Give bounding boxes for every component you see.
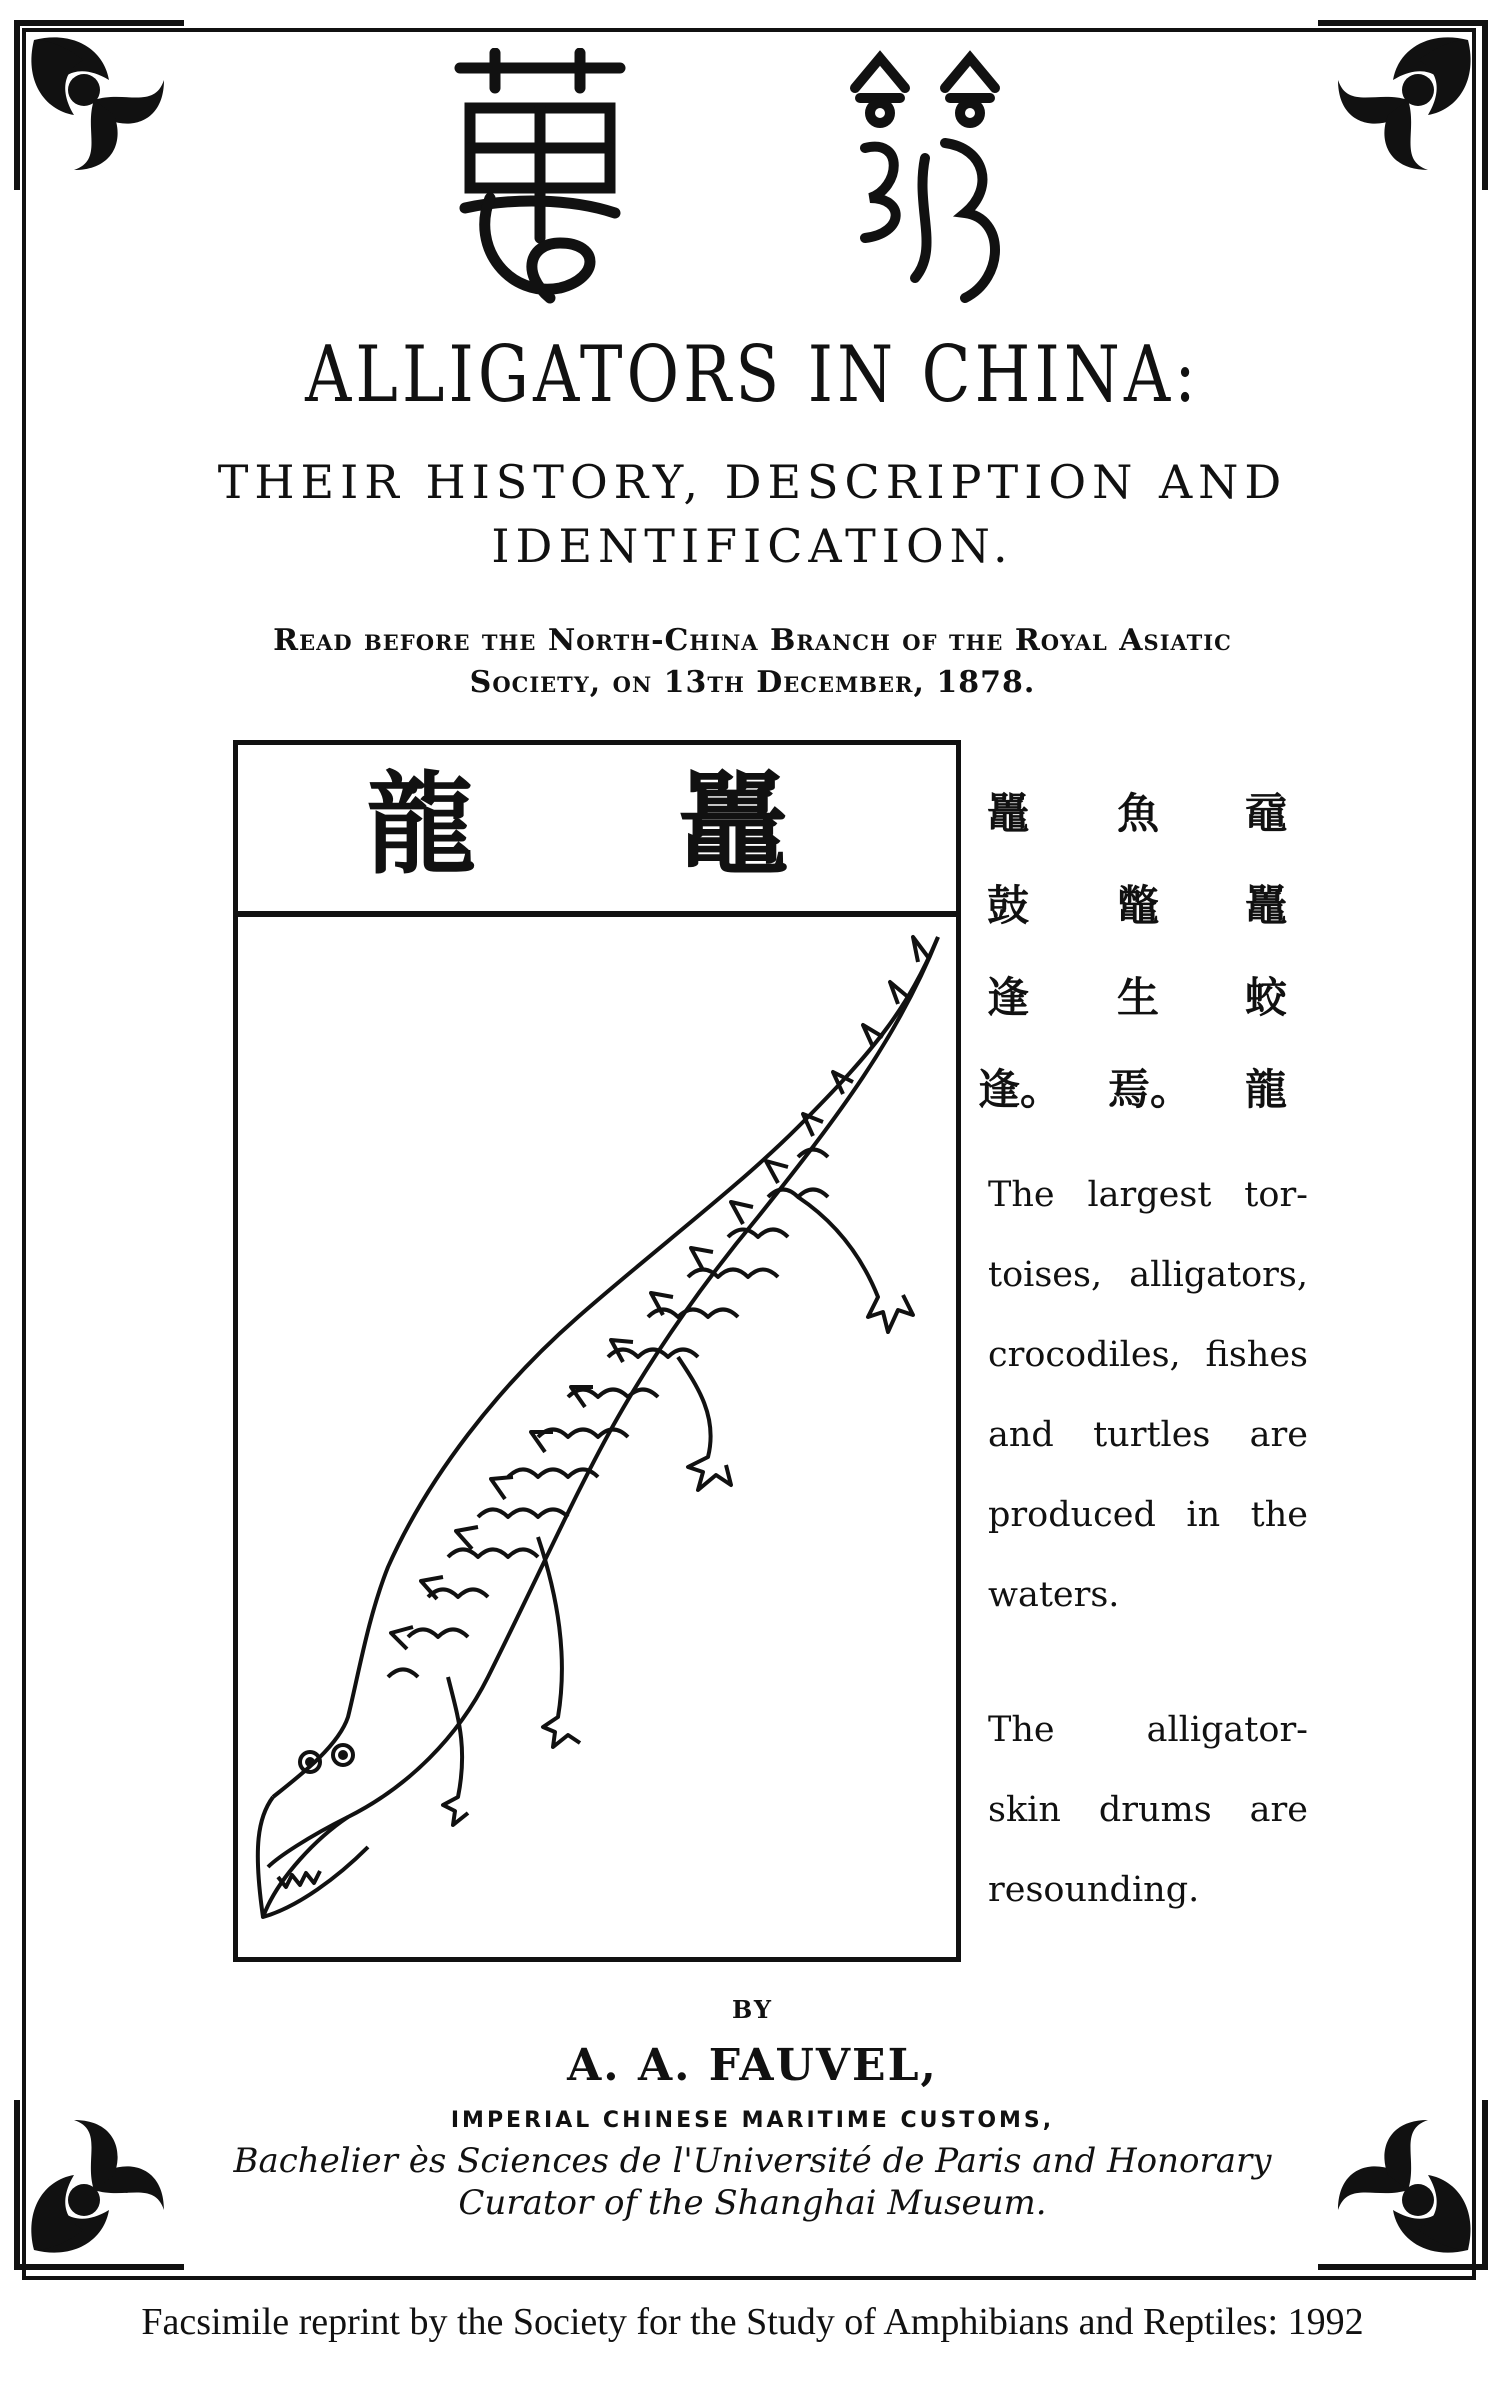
credential-line: Bachelier ès Sciences de l'Université de Paris and Honorary [233, 2141, 1272, 2181]
header-char: 龍 [366, 761, 476, 889]
illustration-header [238, 745, 956, 917]
cjk-char: 鼓 [986, 881, 1029, 930]
cjk-char: 焉。 [1108, 1065, 1193, 1114]
cjk-char: 逢。 [978, 1065, 1063, 1114]
chinese-column [978, 768, 1063, 1136]
illustration-panel [233, 740, 961, 1962]
read-before-note [0, 620, 1505, 704]
header-char: 鼉 [678, 761, 788, 889]
translation-paragraph [988, 1690, 1308, 1930]
chinese-column [1236, 768, 1296, 1136]
translation-line: produced in the [988, 1495, 1308, 1535]
chinese-column [1108, 768, 1193, 1136]
translation-line: resounding. [988, 1870, 1200, 1910]
cjk-char: 黿 [1244, 789, 1287, 838]
read-line: Read before the North-China Branch of the Royal Asiatic [273, 623, 1232, 658]
credential-line: Curator of the Shanghai Museum. [458, 2183, 1047, 2223]
cjk-char: 鼉 [1244, 881, 1287, 930]
seal-character-left [450, 48, 630, 308]
read-line: Society, on 13th December, 1878. [469, 665, 1036, 700]
translation-line: waters. [988, 1575, 1120, 1615]
translation-paragraph [988, 1155, 1308, 1635]
translation-line: The alligator- [988, 1710, 1308, 1750]
cjk-char: 鼉 [986, 789, 1029, 838]
cjk-char: 生 [1116, 973, 1159, 1022]
translation-line: The largest tor- [988, 1175, 1308, 1215]
subtitle [0, 450, 1505, 578]
corner-ornament-top-left [14, 20, 184, 190]
page-title: ALLIGATORS IN CHINA: [305, 330, 1200, 420]
seal-character-right [845, 48, 1015, 308]
author-affiliation: IMPERIAL CHINESE MARITIME CUSTOMS, [450, 2108, 1055, 2133]
cjk-char: 魚 [1116, 789, 1159, 838]
subtitle-line: IDENTIFICATION. [491, 519, 1014, 573]
translation-line: crocodiles, fishes [988, 1335, 1308, 1375]
subtitle-line: THEIR HISTORY, DESCRIPTION AND [217, 455, 1288, 509]
corner-ornament-top-right [1318, 20, 1488, 190]
translation-line: and turtles are [988, 1415, 1308, 1455]
cjk-char: 蛟 [1244, 973, 1287, 1022]
author-credentials [0, 2140, 1505, 2224]
alligator-drawing [238, 917, 956, 1957]
cjk-char: 龍 [1244, 1065, 1287, 1114]
author-name: A. A. FAUVEL, [567, 2040, 938, 2091]
by-label: BY [732, 1995, 773, 2024]
cjk-char: 鼈 [1116, 881, 1159, 930]
cjk-char: 逢 [986, 973, 1029, 1022]
reprint-footer: Facsimile reprint by the Society for the Study of Amphibians and Reptiles: 1992 [141, 2301, 1364, 2343]
translation-line: skin drums are [988, 1790, 1308, 1830]
translation-line: toises, alligators, [988, 1255, 1308, 1295]
